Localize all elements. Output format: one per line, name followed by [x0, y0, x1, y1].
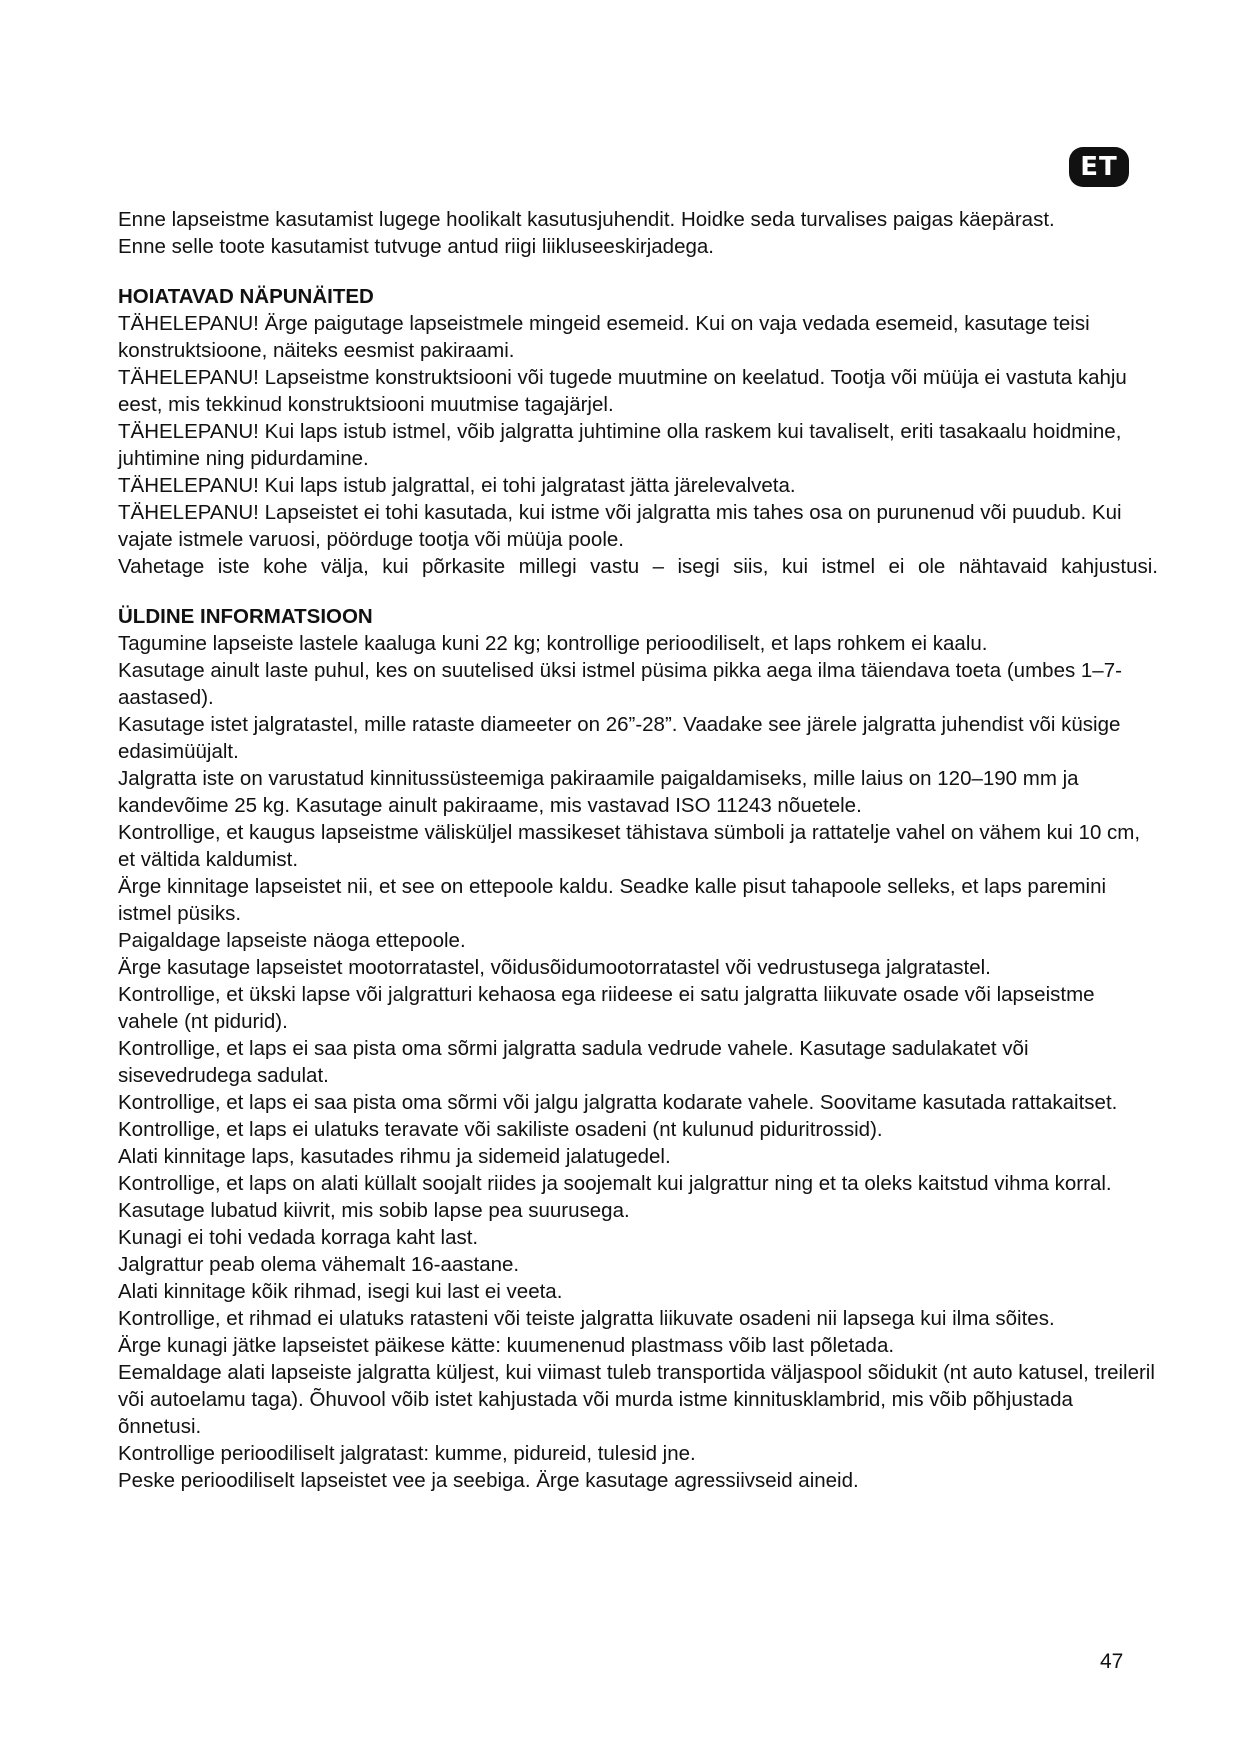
- info-item: Kontrollige, et laps ei ulatuks teravate või sakiliste osadeni (nt kulunud piduritrossid).: [118, 1118, 883, 1141]
- info-item: Ärge kasutage lapseistet mootorratastel, võidusõidumootorratastel või vedrustusega jalgratastel.: [118, 956, 991, 979]
- intro-paragraph: Enne selle toote kasutamist tutvuge antud riigi liikluseeskirjadega.: [118, 235, 714, 258]
- info-item: Kasutage lubatud kiivrit, mis sobib lapse pea suurusega.: [118, 1199, 630, 1222]
- info-item: Ärge kinnitage lapseistet nii, et see on ettepoole kaldu. Seadke kalle pisut tahapoole selleks, et laps paremini istmel püsiks.: [118, 875, 1107, 925]
- info-item: Kontrollige, et laps ei saa pista oma sõrmi jalgratta sadula vedrude vahele. Kasutage sadulakatet või sisevedrudega sadulat.: [118, 1037, 1029, 1087]
- info-item: Alati kinnitage laps, kasutades rihmu ja sidemeid jalatugedel.: [118, 1145, 671, 1168]
- warning-item: TÄHELEPANU! Ärge paigutage lapseistmele mingeid esemeid. Kui on vaja vedada esemeid, kasutage teisi konstruktsioone, näiteks eesmist pakiraami.: [118, 312, 1090, 362]
- info-item: Kontrollige, et kaugus lapseistme välisküljel massikeset tähistava sümboli ja rattatelje vahel on vähem kui 10 cm, et vältida kaldumist.: [118, 821, 1141, 871]
- page-number: 47: [1100, 1650, 1124, 1673]
- info-item: Kontrollige perioodiliselt jalgratast: kumme, pidureid, tulesid jne.: [118, 1442, 696, 1465]
- warning-item: Vahetage iste kohe välja, kui põrkasite millegi vastu – isegi siis, kui istmel ei ole nähtavaid kahjustusi.: [118, 555, 1158, 578]
- info-item: Kasutage ainult laste puhul, kes on suutelised üksi istmel püsima pikka aega ilma täiendava toeta (umbes 1–7- aastased).: [118, 659, 1122, 709]
- warning-item: TÄHELEPANU! Kui laps istub istmel, võib jalgratta juhtimine olla raskem kui tavaliselt, eriti tasakaalu hoidmine, juhtimine ning pidurdamine.: [118, 420, 1122, 470]
- info-item: Kasutage istet jalgratastel, mille rataste diameeter on 26”-28”. Vaadake see järele jalgratta juhendist või küsige edasimüüjalt.: [118, 713, 1121, 763]
- intro-section: [118, 206, 1158, 260]
- info-item: Paigaldage lapseiste näoga ettepoole.: [118, 929, 466, 952]
- info-item: Alati kinnitage kõik rihmad, isegi kui last ei veeta.: [118, 1280, 563, 1303]
- info-item: Kunagi ei tohi vedada korraga kaht last.: [118, 1226, 479, 1249]
- warning-item: TÄHELEPANU! Lapseistet ei tohi kasutada, kui istme või jalgratta mis tahes osa on purunenud või puudub. Kui vajate istmele varuosi, pöörduge tootja või müüja poole.: [118, 501, 1122, 551]
- warning-item: TÄHELEPANU! Lapseistme konstruktsiooni või tugede muutmine on keelatud. Tootja või müüja ei vastuta kahju eest, mis tekkinud konstruktsiooni muutmise tagajärjel.: [118, 366, 1127, 416]
- info-item: Kontrollige, et laps ei saa pista oma sõrmi või jalgu jalgratta kodarate vahele. Soovitame kasutada rattakaitset.: [118, 1091, 1118, 1114]
- info-item: Jalgrattur peab olema vähemalt 16-aastane.: [118, 1253, 520, 1276]
- info-item: Eemaldage alati lapseiste jalgratta küljest, kui viimast tuleb transportida väljaspool sõidukit (nt auto katusel, treileril või autoelamu taga). Õhuvool võib istet kahjustada või murda istme kinnitusklambrid, mis võib põhjustada õnnetusi.: [118, 1361, 1155, 1438]
- language-badge: ET: [1069, 147, 1129, 187]
- info-item: Peske perioodiliselt lapseistet vee ja seebiga. Ärge kasutage agressiivseid aineid.: [118, 1469, 859, 1492]
- info-item: Kontrollige, et laps on alati küllalt soojalt riides ja soojemalt kui jalgrattur ning et ta oleks kaitstud vihma korral.: [118, 1172, 1112, 1195]
- general-info-heading: ÜLDINE INFORMATSIOON: [118, 605, 373, 628]
- info-item: Kontrollige, et rihmad ei ulatuks ratasteni või teiste jalgratta liikuvate osadeni nii lapsega kui ilma sõites.: [118, 1307, 1055, 1330]
- warning-item: TÄHELEPANU! Kui laps istub jalgrattal, ei tohi jalgratast jätta järelevalveta.: [118, 474, 796, 497]
- info-item: Ärge kunagi jätke lapseistet päikese kätte: kuumenenud plastmass võib last põletada.: [118, 1334, 895, 1357]
- warnings-heading: HOIATAVAD NÄPUNÄITED: [118, 285, 374, 308]
- warnings-section: [118, 283, 1158, 580]
- info-item: Jalgratta iste on varustatud kinnitussüsteemiga pakiraamile paigaldamiseks, mille laius on 120–190 mm ja kandevõime 25 kg. Kasutage ainult pakiraame, mis vastavad ISO 11243 nõuetele.: [118, 767, 1079, 817]
- general-info-section: [118, 603, 1158, 1494]
- info-item: Kontrollige, et ükski lapse või jalgratturi kehaosa ega riideese ei satu jalgratta liikuvate osade või lapseistme vahele (nt pidurid).: [118, 983, 1095, 1033]
- intro-paragraph: Enne lapseistme kasutamist lugege hoolikalt kasutusjuhendit. Hoidke seda turvalises paigas käepärast.: [118, 208, 1055, 231]
- info-item: Tagumine lapseiste lastele kaaluga kuni 22 kg; kontrollige perioodiliselt, et laps rohkem ei kaalu.: [118, 632, 988, 655]
- document-body: [118, 206, 1158, 1494]
